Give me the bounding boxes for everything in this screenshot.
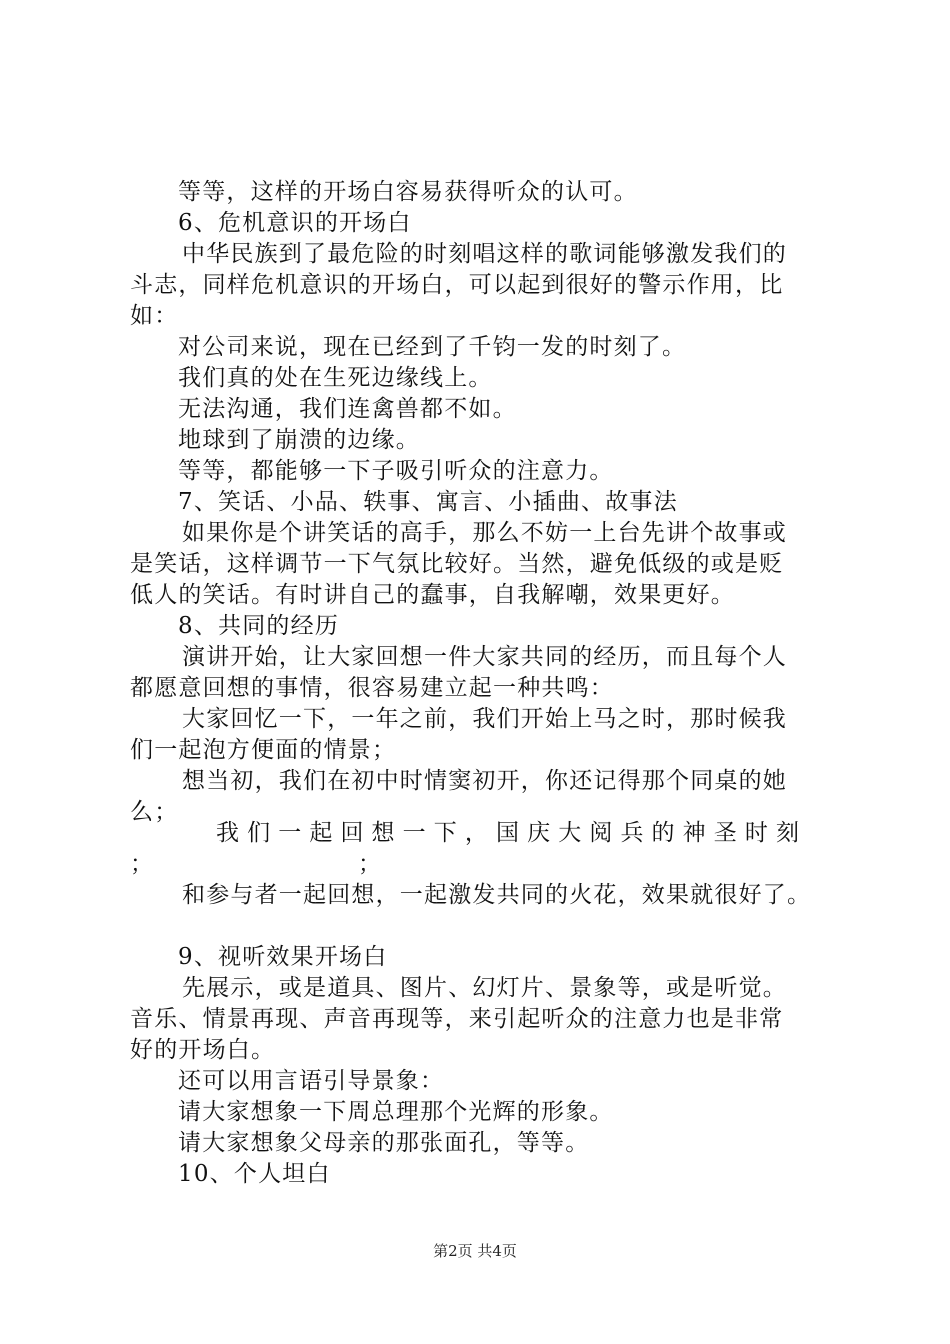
section-heading-6: 6、危机意识的开场白 xyxy=(178,210,412,236)
text-line: ； xyxy=(130,851,155,877)
text-line: 地球到了崩溃的边缘。 xyxy=(178,427,420,453)
text-line: ； xyxy=(358,851,383,877)
text-line: 如： xyxy=(130,303,179,329)
text-line: 们一起泡方便面的情景； xyxy=(130,737,397,763)
text-line: 斗志，同样危机意识的开场白，可以起到很好的警示作用，比 xyxy=(130,272,784,298)
section-heading-10: 10、个人坦白 xyxy=(178,1161,331,1187)
text-line: 等等，这样的开场白容易获得听众的认可。 xyxy=(178,179,638,205)
text-line: 等等，都能够一下子吸引听众的注意力。 xyxy=(178,458,614,484)
text-line: 大家回忆一下，一年之前，我们开始上马之时，那时候我 xyxy=(182,706,787,732)
text-line: 如果你是个讲笑话的高手，那么不妨一上台先讲个故事或 xyxy=(182,520,787,546)
text-line: 中华民族到了最危险的时刻唱这样的歌词能够激发我们的 xyxy=(182,241,787,267)
text-line: 先展示，或是道具、图片、幻灯片、景象等，或是听觉。 xyxy=(182,975,787,1001)
text-line: 好的开场白。 xyxy=(130,1037,276,1063)
text-line: 是笑话，这样调节一下气氛比较好。当然，避免低级的或是贬 xyxy=(130,551,784,577)
text-line: 请大家想象一下周总理那个光辉的形象。 xyxy=(178,1099,614,1125)
section-heading-7: 7、笑话、小品、轶事、寓言、小插曲、故事法 xyxy=(178,489,678,515)
text-line: 对公司来说，现在已经到了千钧一发的时刻了。 xyxy=(178,334,687,360)
text-line: 还可以用言语引导景象： xyxy=(178,1068,445,1094)
text-line: 想当初，我们在初中时情窦初开，你还记得那个同桌的她 xyxy=(182,768,787,794)
section-heading-8: 8、共同的经历 xyxy=(178,613,340,639)
page-footer: 第2页 共4页 xyxy=(433,1242,517,1260)
section-heading-9: 9、视听效果开场白 xyxy=(178,944,388,970)
text-line-spaced: 我 们 一 起 回 想 一 下 ， 国 庆 大 阅 兵 的 神 圣 时 刻 xyxy=(216,820,800,846)
text-line: 音乐、情景再现、声音再现等，来引起听众的注意力也是非常 xyxy=(130,1006,784,1032)
text-line: 我们真的处在生死边缘线上。 xyxy=(178,365,493,391)
text-line: 都愿意回想的事情，很容易建立起一种共鸣： xyxy=(130,675,614,701)
text-line: 低人的笑话。有时讲自己的蠢事，自我解嘲，效果更好。 xyxy=(130,582,735,608)
text-line: 无法沟通，我们连禽兽都不如。 xyxy=(178,396,517,422)
text-line: 么； xyxy=(130,799,179,825)
text-line: 请大家想象父母亲的那张面孔，等等。 xyxy=(178,1130,590,1156)
text-line: 和参与者一起回想，一起激发共同的火花，效果就很好了。 xyxy=(182,882,812,908)
text-line: 演讲开始，让大家回想一件大家共同的经历，而且每个人 xyxy=(182,644,787,670)
